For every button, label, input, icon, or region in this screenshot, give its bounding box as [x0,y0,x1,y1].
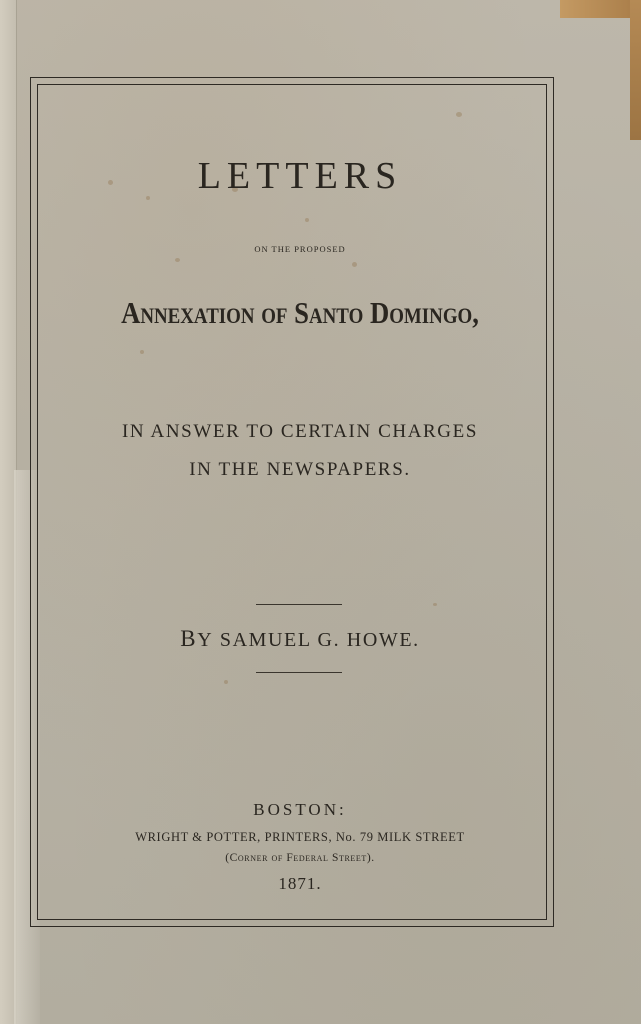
inner-border-frame [37,84,547,920]
main-title: LETTERS [197,155,403,197]
by-prefix-rest: Y [197,629,214,651]
imprint-printer: WRIGHT & POTTER, PRINTERS, No. 79 MILK STREET [135,830,465,844]
imprint-city: BOSTON: [253,800,347,819]
answer-line-1: IN ANSWER TO CERTAIN CHARGES [121,421,478,442]
answer-line-2: IN THE NEWSPAPERS. [189,459,411,480]
imprint-year: 1871. [278,874,322,893]
divider-rule-bottom [256,672,342,673]
divider-rule-top [256,604,342,605]
imprint-address: (Corner of Federal Street). [225,852,375,864]
author-name: SAMUEL G. HOWE. [219,629,420,651]
background-surface [560,0,641,18]
by-prefix: B [180,626,198,651]
subtitle-small: ON THE PROPOSED [254,244,346,254]
author-line [0,626,600,653]
subject-title: Annexation of Santo Domingo, [121,295,479,330]
background-surface-edge [630,0,641,140]
